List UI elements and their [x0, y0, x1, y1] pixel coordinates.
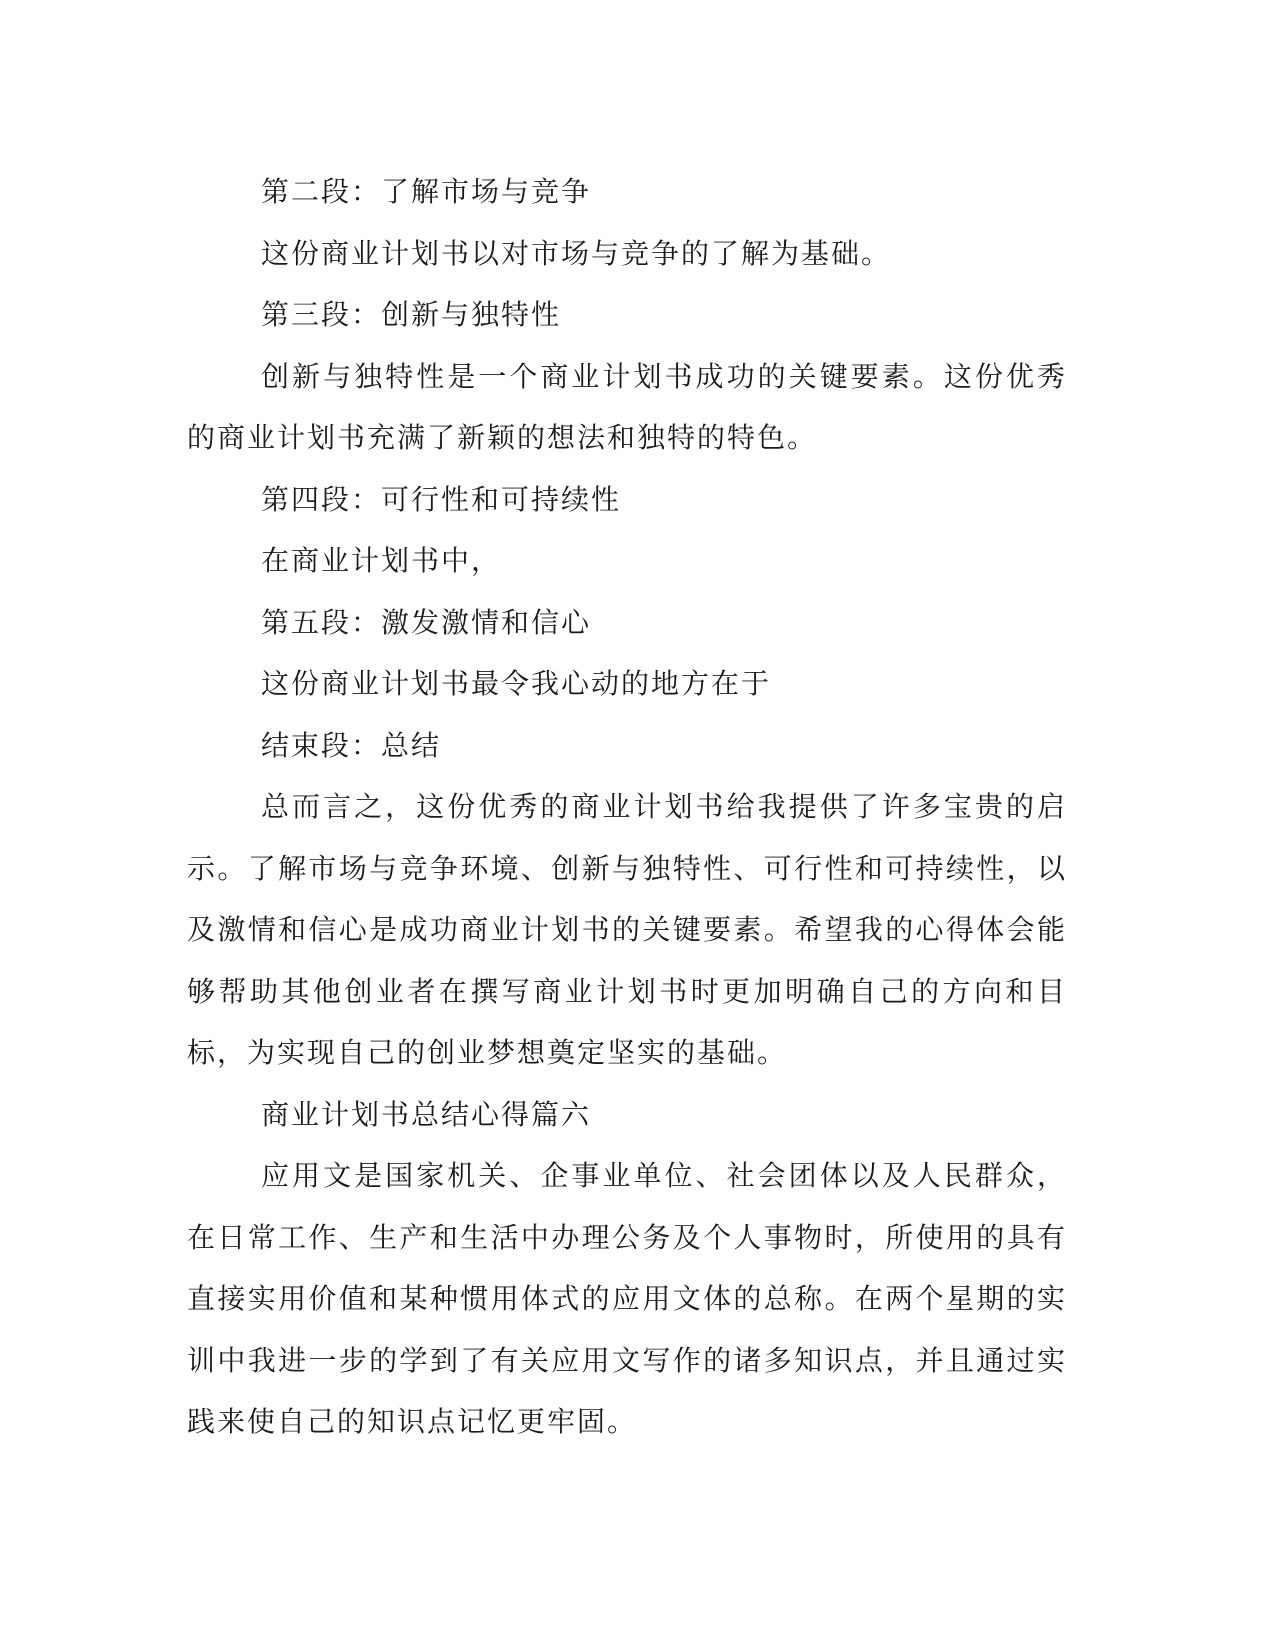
paragraph: 这份商业计划书以对市场与竞争的了解为基础。: [261, 236, 892, 270]
document-body: [187, 161, 1067, 1453]
chapter-title: 商业计划书总结心得篇六: [261, 1097, 592, 1131]
section-heading-ending: 结束段：总结: [261, 728, 442, 762]
section-heading-2: 第二段：了解市场与竞争: [261, 175, 592, 208]
paragraph: 应用文是国家机关、企事业单位、社会团体以及人民群众，在日常工作、生产和生活中办理公务及个人事物时，所使用的具有直接实用价值和某种惯用体式的应用文体的总称。在两个星期的实训中我进一步的学到了有关应用文写作的诸多知识点，并且通过实践来使自己的知识点记忆更牢固。: [187, 1159, 1067, 1438]
paragraph: 创新与独特性是一个商业计划书成功的关键要素。这份优秀的商业计划书充满了新颖的想法和独特的特色。: [187, 359, 1067, 454]
paragraph: 总而言之，这份优秀的商业计划书给我提供了许多宝贵的启示。了解市场与竞争环境、创新与独特性、可行性和可持续性，以及激情和信心是成功商业计划书的关键要素。希望我的心得体会能够帮助其他创业者在撰写商业计划书时更加明确自己的方向和目标，为实现自己的创业梦想奠定坚实的基础。: [187, 790, 1067, 1069]
paragraph: 在商业计划书中，: [261, 544, 502, 577]
section-heading-5: 第五段：激发激情和信心: [261, 605, 592, 639]
section-heading-3: 第三段：创新与独特性: [261, 298, 562, 331]
section-heading-4: 第四段：可行性和可持续性: [261, 482, 622, 516]
paragraph: 这份商业计划书最令我心动的地方在于: [261, 667, 772, 700]
